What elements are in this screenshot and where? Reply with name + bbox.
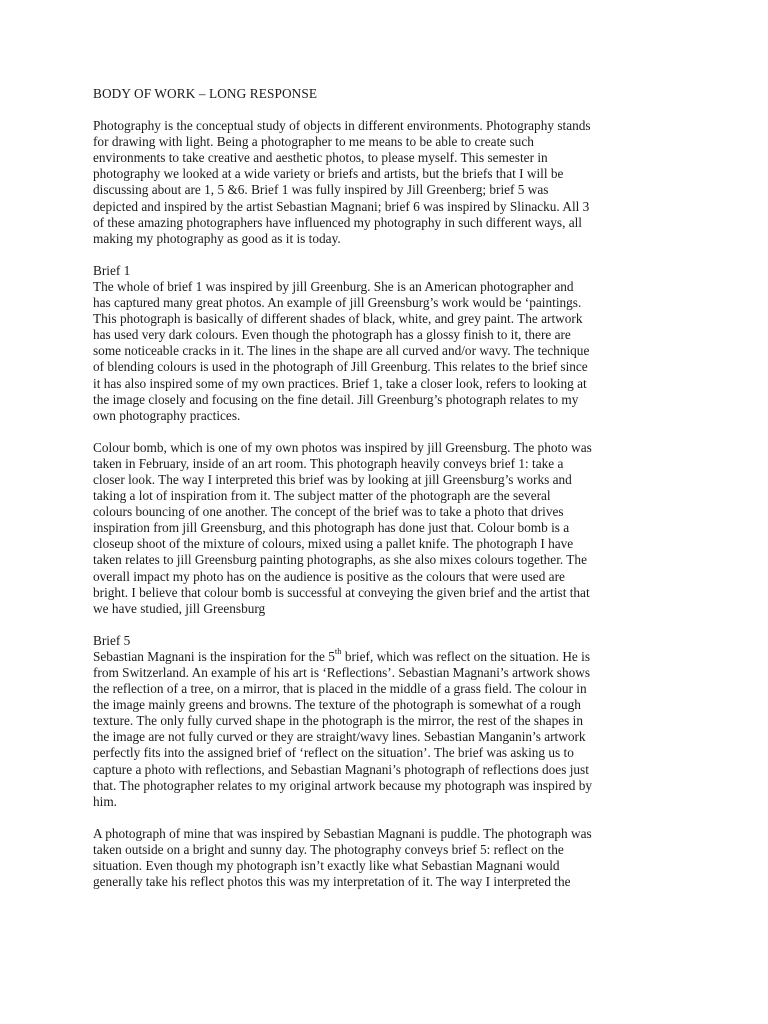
text-line: taken outside on a bright and sunny day. The photography conveys brief 5: reflect on the [93, 841, 564, 857]
text-line: situation. Even though my photograph isn’t exactly like what Sebastian Magnani would [93, 858, 560, 874]
text-line: generally take his reflect photos this was my interpretation of it. The way I interpreted the [93, 874, 571, 890]
text-line: overall impact my photo has on the audience is positive as the colours that were used are [93, 568, 565, 584]
text-line: perfectly fits into the assigned brief of ‘reflect on the situation’. The brief was asking us to [93, 745, 574, 761]
text-line: capture a photo with reflections, and Sebastian Magnani’s photograph of reflections does just [93, 761, 589, 777]
ordinal-superscript: th [334, 646, 342, 657]
text-line: taken relates to jill Greensburg painting photographs, as she also mixes colours together. The [93, 552, 587, 568]
text-line: inspiration from jill Greensburg, and this photograph has done just that. Colour bomb is a [93, 520, 570, 536]
text-line: taken in February, inside of an art room. This photograph heavily conveys brief 1: take a [93, 455, 564, 471]
section-heading-brief-5: Brief 5 [93, 632, 131, 648]
text-line: own photography practices. [93, 407, 241, 423]
section-heading-brief-1: Brief 1 [93, 262, 131, 278]
text-line: of blending colours is used in the photograph of Jill Greenburg. This relates to the brief since [93, 359, 588, 375]
text-line: photography we looked at a wide variety or briefs and artists, but the briefs that I will be [93, 166, 564, 182]
brief5-own-photo-paragraph [93, 826, 672, 890]
text-line: Colour bomb, which is one of my own photos was inspired by jill Greensburg. The photo was [93, 439, 592, 455]
text-line: that. The photographer relates to my original artwork because my photograph was inspired by [93, 777, 592, 793]
text-fragment: Sebastian Magnani is the inspiration for the 5 [93, 648, 335, 664]
text-line: Photography is the conceptual study of objects in different environments. Photography stands [93, 118, 591, 134]
text-line: the image closely and focusing on the fine detail. Jill Greenburg’s photograph relates to my [93, 391, 579, 407]
brief1-section [93, 263, 672, 424]
text-line: The whole of brief 1 was inspired by jill Greenburg. She is an American photographer and [93, 278, 574, 294]
text-line: for drawing with light. Being a photographer to me means to be able to create such [93, 134, 534, 150]
text-line: This photograph is basically of different shades of black, white, and grey paint. The artwork [93, 311, 583, 327]
document-title: BODY OF WORK – LONG RESPONSE [93, 86, 318, 101]
text-line: taking a lot of inspiration from it. The subject matter of the photograph are the several [93, 488, 551, 504]
text-line: the reflection of a tree, on a mirror, that is placed in the middle of a grass field. The colour in [93, 681, 587, 697]
text-line: closeup shoot of the mixture of colours, mixed using a pallet knife. The photograph I have [93, 536, 574, 552]
text-line: texture. The only fully curved shape in the photograph is the mirror, the rest of the shapes in [93, 713, 583, 729]
text-line: A photograph of mine that was inspired by Sebastian Magnani is puddle. The photograph was [93, 825, 592, 841]
text-line: it has also inspired some of my own practices. Brief 1, take a closer look, refers to looking at [93, 375, 587, 391]
text-line: we have studied, jill Greensburg [93, 600, 266, 616]
text-line: making my photography as good as it is today. [93, 230, 341, 246]
text-line: has captured many great photos. An example of jill Greensburg’s work would be ‘paintings. [93, 295, 582, 311]
text-line: colours bouncing of one another. The concept of the brief was to take a photo that drives [93, 504, 564, 520]
text-line: some noticeable cracks in it. The lines in the shape are all curved and/or wavy. The technique [93, 343, 590, 359]
text-line: bright. I believe that colour bomb is successful at conveying the given brief and the artist that [93, 584, 590, 600]
brief5-section [93, 633, 672, 810]
text-fragment: brief, which was reflect on the situation. He is [341, 648, 591, 664]
text-line: of these amazing photographers have influenced my photography in such different ways, all [93, 214, 583, 230]
intro-paragraph [93, 118, 672, 247]
text-line: the image mainly greens and browns. The texture of the photograph is somewhat of a rough [93, 697, 581, 713]
text-line: the image are not fully curved or they are straight/wavy lines. Sebastian Manganin’s artwork [93, 729, 586, 745]
text-line [93, 646, 672, 665]
text-line: discussing about are 1, 5 &6. Brief 1 was fully inspired by Jill Greenberg; brief 5 was [93, 182, 549, 198]
brief1-own-photo-paragraph [93, 440, 672, 617]
text-line: from Switzerland. An example of his art is ‘Reflections’. Sebastian Magnani’s artwork shows [93, 665, 591, 680]
text-line: has used very dark colours. Even though the photograph has a glossy finish to it, there are [93, 327, 571, 343]
text-line: depicted and inspired by the artist Sebastian Magnani; brief 6 was inspired by Slinacku. All 3 [93, 198, 590, 214]
text-line: closer look. The way I interpreted this brief was by looking at jill Greensburg’s works and [93, 471, 572, 487]
text-line: environments to take creative and aesthetic photos, to please myself. This semester in [93, 150, 548, 166]
text-line: him. [93, 793, 118, 809]
